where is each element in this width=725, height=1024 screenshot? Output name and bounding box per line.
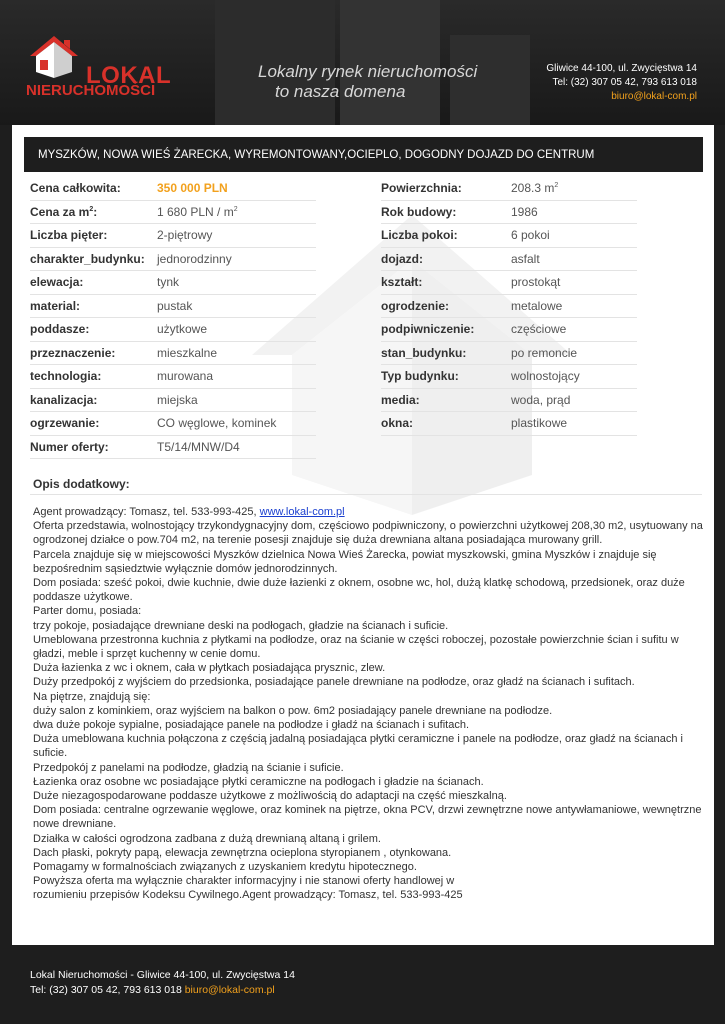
spec-row	[30, 294, 316, 318]
spec-row	[30, 435, 316, 459]
spec-value: po remoncie	[511, 341, 637, 365]
spec-row	[30, 341, 316, 365]
spec-value: częściowe	[511, 318, 637, 342]
tagline-line1: Lokalny rynek nieruchomości	[258, 62, 478, 81]
footer-email[interactable]: biuro@lokal-com.pl	[184, 984, 275, 996]
spec-value: miejska	[157, 388, 316, 412]
price-value: 350 000 PLN	[157, 177, 316, 200]
opis-paragraph: Oferta przedstawia, wolnostojący trzykondygnacyjny dom, częściowo podpiwniczony, o powierzchni użytkowej 208,30 m2, usytuowany na ogrodzonej działce o pow.704 m2, na terenie posesji znajduje się duża drewniana altana posiadająca murowany grill.	[33, 520, 703, 547]
spec-row	[381, 271, 637, 295]
spec-value: 1986	[511, 200, 637, 224]
spec-label: Cena całkowita:	[30, 177, 157, 200]
spec-label: kształt:	[381, 271, 511, 295]
header-address: Gliwice 44-100, ul. Zwycięstwa 14	[546, 63, 697, 74]
spec-row	[30, 271, 316, 295]
opis-paragraph: Parcela znajduje się w miejscowości Myszków dzielnica Nowa Wieś Żarecka, powiat myszkowski, gmina Myszków i znajduje się bezpośrednim sąsiedztwie wyłącznie domów jednorodzinnych.	[33, 548, 657, 575]
website-link[interactable]: www.lokal-com.pl	[259, 506, 345, 518]
spec-label: kanalizacja:	[30, 388, 157, 412]
opis-paragraph: dwa duże pokoje sypialne, posiadające panele na podłodze i gładź na ścianach i sufitach.	[33, 719, 470, 732]
opis-paragraph: Pomagamy w formalnościach związanych z uzyskaniem kredytu hipotecznego.	[33, 861, 417, 874]
spec-label: Cena za $m^2$:	[30, 200, 157, 224]
opis-paragraph: Duża łazienka z wc i oknem, cała w płytkach posiadająca prysznic, zlew.	[33, 662, 386, 675]
house-logo-icon	[26, 32, 82, 82]
spec-label: stan_budynku:	[381, 341, 511, 365]
opis-heading: Opis dodatkowy:	[33, 477, 130, 491]
opis-paragraph: Na piętrze, znajdują się:	[33, 690, 151, 703]
footer-contact	[30, 983, 295, 998]
opis-paragraph: Umeblowana przestronna kuchnia z płytkami na podłodze, oraz na ścianie w części roboczej, pozostałe powierzchnie ścian i sufitu w gładzi, meble i sprzęt kuchenny w cenie domu.	[33, 633, 679, 661]
spec-label: Numer oferty:	[30, 435, 157, 459]
divider	[30, 494, 702, 495]
spec-label: Typ budynku:	[381, 365, 511, 389]
spec-value: prostokąt	[511, 271, 637, 295]
opis-body	[33, 505, 703, 903]
spec-label: technologia:	[30, 365, 157, 389]
footer	[30, 968, 295, 998]
spec-row	[381, 365, 637, 389]
opis-paragraph: Duża umeblowana kuchnia połączona z częścią jadalną posiadająca płytki ceramiczne i panele na podłodze, oraz gładź na ścianach i suficie.	[33, 733, 684, 760]
header	[0, 0, 725, 125]
opis-paragraph: Działka w całości ogrodzona zadbana z dużą drewnianą altaną i grilem.	[33, 832, 381, 845]
spec-value: 6 pokoi	[511, 224, 637, 248]
spec-row	[30, 247, 316, 271]
spec-value: metalowe	[511, 294, 637, 318]
specs-left-table	[30, 177, 316, 459]
spec-label: podpiwniczenie:	[381, 318, 511, 342]
spec-value: wolnostojący	[511, 365, 637, 389]
spec-label: dojazd:	[381, 247, 511, 271]
spec-row	[30, 224, 316, 248]
specs-right-table	[381, 177, 637, 436]
spec-label: charakter_budynku:	[30, 247, 157, 271]
spec-row	[381, 200, 637, 224]
spec-row	[381, 341, 637, 365]
footer-phone: Tel: (32) 307 05 42, 793 613 018	[30, 984, 185, 996]
spec-row	[381, 224, 637, 248]
spec-row	[30, 365, 316, 389]
spec-row	[30, 200, 316, 224]
spec-value: jednorodzinny	[157, 247, 316, 271]
spec-value: plastikowe	[511, 412, 637, 436]
spec-row	[381, 318, 637, 342]
spec-label: przeznaczenie:	[30, 341, 157, 365]
spec-value: woda, prąd	[511, 388, 637, 412]
spec-row	[381, 412, 637, 436]
spec-label: Liczba pokoi:	[381, 224, 511, 248]
opis-paragraph: Dom posiada: sześć pokoi, dwie kuchnie, dwie duże łazienki z oknem, osobne wc, hol, dużą klatkę schodową, przedsionek, oraz duże poddasze użytkowe.	[33, 577, 685, 604]
spec-row	[381, 388, 637, 412]
spec-value: pustak	[157, 294, 316, 318]
opis-paragraph: duży salon z kominkiem, oraz wyjściem na balkon o pow. 6m2 posiadający panele drewniane na podłodze.	[33, 704, 553, 717]
opis-paragraph: Dom posiada: centralne ogrzewanie węglowe, oraz kominek na piętrze, okna PCV, drzwi zewnętrzne nowe antywłamaniowe, wewnętrzne nowe drewniane.	[33, 804, 702, 831]
header-contact	[546, 62, 697, 104]
spec-value: asfalt	[511, 247, 637, 271]
spec-label: Rok budowy:	[381, 200, 511, 224]
spec-label: media:	[381, 388, 511, 412]
spec-row	[30, 412, 316, 436]
opis-agent-text: Agent prowadzący: Tomasz, tel. 533-993-425,	[33, 506, 260, 518]
logo-nieruchomosci-text: NIERUCHOMOŚCI	[26, 82, 156, 99]
opis-paragraph: Powyższa oferta ma wyłącznie charakter informacyjny i nie stanowi oferty handlowej w	[33, 875, 455, 888]
spec-label: material:	[30, 294, 157, 318]
spec-label: elewacja:	[30, 271, 157, 295]
opis-paragraph: trzy pokoje, posiadające drewniane deski na podłogach, gładzie na ścianach i suficie.	[33, 619, 449, 632]
company-logo[interactable]	[26, 32, 176, 102]
spec-row	[381, 294, 637, 318]
logo-lokal-text: LOKAL	[86, 62, 172, 89]
listing-title: MYSZKÓW, NOWA WIEŚ ŻARECKA, WYREMONTOWANY,OCIEPLO, DOGODNY DOJAZD DO CENTRUM	[24, 137, 703, 172]
spec-value: tynk	[157, 271, 316, 295]
spec-row	[30, 388, 316, 412]
opis-paragraph: Dach płaski, pokryty papą, elewacja zewnętrzna ocieplona styropianem , otynkowana.	[33, 846, 452, 859]
listing-card	[12, 125, 714, 945]
spec-row	[30, 318, 316, 342]
tagline-line2: to nasza domena	[275, 82, 406, 101]
opis-paragraph: Łazienka oraz osobne wc posiadające płytki ceramiczne na podłogach i gładzie na ścianach.	[33, 775, 484, 788]
spec-label: Powierzchnia:	[381, 177, 511, 200]
header-email[interactable]: biuro@lokal-com.pl	[611, 91, 697, 102]
spec-value: mieszkalne	[157, 341, 316, 365]
spec-label: Liczba pięter:	[30, 224, 157, 248]
spec-value: 208.3 $m^2$	[511, 177, 637, 200]
spec-value: murowana	[157, 365, 316, 389]
opis-paragraph: Parter domu, posiada:	[33, 605, 142, 618]
footer-address: Lokal Nieruchomości - Gliwice 44-100, ul. Zwycięstwa 14	[30, 969, 295, 981]
spec-value: 2-piętrowy	[157, 224, 316, 248]
header-phone: Tel: (32) 307 05 42, 793 613 018	[552, 77, 697, 88]
opis-paragraph: Duży przedpokój z wyjściem do przedsionka, posiadające panele drewniane na podłodze, oraz gładź na ścianach i sufitach.	[33, 676, 635, 689]
spec-label: ogrodzenie:	[381, 294, 511, 318]
spec-value: użytkowe	[157, 318, 316, 342]
spec-row	[381, 247, 637, 271]
opis-intro	[33, 505, 703, 519]
opis-paragraph: rozumieniu przepisów Kodeksu Cywilnego.Agent prowadzący: Tomasz, tel. 533-993-425	[33, 889, 463, 902]
spec-value: CO węglowe, kominek	[157, 412, 316, 436]
spec-label: poddasze:	[30, 318, 157, 342]
spec-row	[30, 177, 316, 200]
spec-label: okna:	[381, 412, 511, 436]
opis-paragraph: Duże niezagospodarowane poddasze użytkowe z możliwością do adaptacji na część mieszkalną.	[33, 790, 507, 803]
spec-value: T5/14/MNW/D4	[157, 435, 316, 459]
spec-value: 1 680 PLN / $m^2$	[157, 200, 316, 224]
spec-label: ogrzewanie:	[30, 412, 157, 436]
spec-row	[381, 177, 637, 200]
opis-paragraph: Przedpokój z panelami na podłodze, gładzią na ścianie i suficie.	[33, 761, 344, 774]
